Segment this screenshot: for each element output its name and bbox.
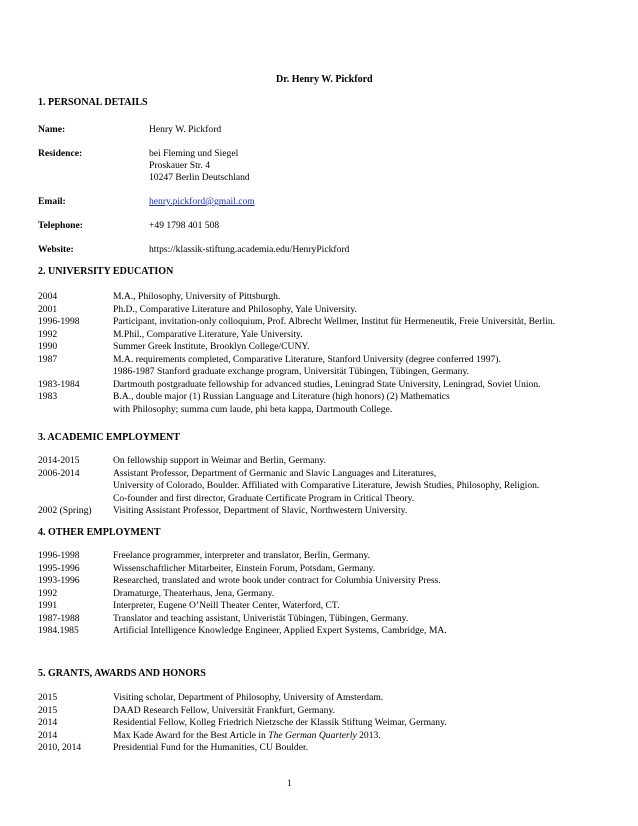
residence-label: Residence: bbox=[38, 148, 83, 159]
entry-year: 1990 bbox=[38, 341, 58, 352]
entry-text: Residential Fellow, Kolleg Friedrich Nietzsche der Klassik Stiftung Weimar, Germany. bbox=[113, 717, 447, 728]
residence-line: bei Fleming und Siegel bbox=[149, 148, 239, 159]
grant-entry bbox=[38, 730, 447, 743]
other-entry bbox=[38, 550, 447, 563]
entry-text: Translator and teaching assistant, Univeristät Tübingen, Tübingen, Germany. bbox=[113, 612, 409, 624]
telephone-label: Telephone: bbox=[38, 220, 83, 231]
academic-employment-heading: 3. ACADEMIC EMPLOYMENT bbox=[38, 432, 180, 443]
entry-year: 1993-1996 bbox=[38, 575, 80, 586]
email-link[interactable]: henry.pickford@gmail.com bbox=[149, 196, 255, 207]
grant-entry bbox=[38, 692, 447, 705]
entry-year: 1996-1998 bbox=[38, 316, 80, 327]
other-entry bbox=[38, 600, 447, 613]
entry-text: Dartmouth postgraduate fellowship for advanced studies, Leningrad State University, Leningrad, Soviet Union. bbox=[113, 378, 541, 390]
telephone-value: +49 1798 401 508 bbox=[149, 220, 220, 231]
other-entry bbox=[38, 588, 447, 601]
grant-entry bbox=[38, 742, 447, 755]
entry-year: 2002 (Spring) bbox=[38, 505, 92, 516]
academic-entry bbox=[38, 505, 539, 518]
entry-year: 2015 bbox=[38, 704, 58, 716]
residence-line: Proskauer Str. 4 bbox=[149, 160, 211, 171]
entry-text: Assistant Professor, Department of Germanic and Slavic Languages and Literatures, University of Colorado, Boulder. Affiliated with Comparative Literature, Jewish Studies, Philosophy, Religion. Co-founder and first director, Graduate Certificate Program in Critical Theory. bbox=[113, 467, 540, 504]
entry-text-part: Max Kade Award for the Best Article in bbox=[113, 729, 269, 741]
entry-text: B.A., double major (1) Russian Language and Literature (high honors) (2) Mathematics with Philosophy; summa cum laude, phi beta kappa, Dartmouth College. bbox=[113, 391, 450, 415]
grants-heading: 5. GRANTS, AWARDS AND HONORS bbox=[38, 668, 206, 679]
other-list bbox=[38, 550, 447, 638]
education-entry bbox=[38, 341, 555, 354]
entry-year: 1983-1984 bbox=[38, 378, 80, 390]
entry-year: 1995-1996 bbox=[38, 562, 80, 574]
entry-year: 1996-1998 bbox=[38, 550, 80, 561]
entry-text: Dramaturge, Theaterhaus, Jena, Germany. bbox=[113, 587, 275, 599]
education-entry bbox=[38, 291, 555, 304]
education-list bbox=[38, 291, 555, 416]
grants-list bbox=[38, 692, 447, 755]
entry-text: Ph.D., Comparative Literature and Philosophy, Yale University. bbox=[113, 303, 357, 315]
entry-year: 2014-2015 bbox=[38, 455, 80, 466]
entry-year: 1992 bbox=[38, 328, 58, 340]
residence-line: 10247 Berlin Deutschland bbox=[149, 172, 250, 183]
education-entry bbox=[38, 391, 555, 416]
entry-text: Summer Greek Institute, Brooklyn College/CUNY. bbox=[113, 341, 310, 352]
name-label: Name: bbox=[38, 124, 66, 135]
other-entry bbox=[38, 575, 447, 588]
entry-text: On fellowship support in Weimar and Berlin, Germany. bbox=[113, 455, 326, 466]
education-entry bbox=[38, 354, 555, 379]
journal-title: The German Quarterly bbox=[268, 729, 357, 741]
other-entry bbox=[38, 625, 447, 638]
entry-text bbox=[113, 730, 381, 743]
name-value: Henry W. Pickford bbox=[149, 124, 222, 135]
education-entry bbox=[38, 329, 555, 342]
entry-year: 1984.1985 bbox=[38, 625, 79, 636]
entry-text: Freelance programmer, interpreter and translator, Berlin, Germany. bbox=[113, 550, 370, 561]
entry-text-part: 2013. bbox=[356, 729, 381, 741]
document-title: Dr. Henry W. Pickford bbox=[276, 74, 373, 85]
entry-text: Interpreter, Eugene O’Neill Theater Center, Waterford, CT. bbox=[113, 600, 340, 611]
entry-text: Visiting scholar, Department of Philosophy, University of Amsterdam. bbox=[113, 692, 384, 703]
entry-year: 1992 bbox=[38, 587, 58, 599]
education-entry bbox=[38, 316, 555, 329]
entry-text: M.A., Philosophy, University of Pittsburgh. bbox=[113, 291, 281, 302]
entry-year: 2001 bbox=[38, 303, 58, 315]
entry-text: Participant, invitation-only colloquium, Prof. Albrecht Wellmer, Institut für Hermeneutik, Freie Universität, Berlin. bbox=[113, 316, 556, 327]
education-entry bbox=[38, 379, 555, 392]
entry-year: 1991 bbox=[38, 600, 58, 611]
page-number: 1 bbox=[287, 778, 292, 789]
other-entry bbox=[38, 613, 447, 626]
entry-text: Researched, translated and wrote book under contract for Columbia University Press. bbox=[113, 575, 441, 586]
other-employment-heading: 4. OTHER EMPLOYMENT bbox=[38, 527, 161, 538]
entry-year: 2010, 2014 bbox=[38, 742, 82, 753]
website-label: Website: bbox=[38, 244, 74, 255]
entry-text: DAAD Research Fellow, Universität Frankfurt, Germany. bbox=[113, 704, 336, 716]
entry-text: M.A. requirements completed, Comparative Literature, Stanford University (degree conferred 1997). 1986-1987 Stanford graduate exchange program, Universität Tübingen, Tübingen, Germany. bbox=[113, 353, 501, 377]
academic-list bbox=[38, 455, 539, 518]
grant-entry bbox=[38, 705, 447, 718]
entry-text: Wissenschaftlicher Mitarbeiter, Einstein Forum, Potsdam, Germany. bbox=[113, 562, 376, 574]
other-entry bbox=[38, 563, 447, 576]
personal-details-heading: 1. PERSONAL DETAILS bbox=[38, 97, 148, 108]
entry-year: 2004 bbox=[38, 291, 58, 302]
website-value: https://klassik-stiftung.academia.edu/HenryPickford bbox=[149, 244, 350, 255]
entry-year: 1987 bbox=[38, 353, 58, 365]
academic-entry bbox=[38, 455, 539, 468]
education-heading: 2. UNIVERSITY EDUCATION bbox=[38, 266, 174, 277]
entry-text: Presidential Fund for the Humanities, CU Boulder. bbox=[113, 742, 309, 753]
entry-text: Artificial Intelligence Knowledge Engineer, Applied Expert Systems, Cambridge, MA. bbox=[113, 625, 447, 636]
grant-entry bbox=[38, 717, 447, 730]
academic-entry bbox=[38, 468, 539, 506]
entry-year: 1987-1988 bbox=[38, 612, 80, 624]
entry-text: M.Phil., Comparative Literature, Yale University. bbox=[113, 328, 303, 340]
entry-year: 2006-2014 bbox=[38, 467, 80, 479]
entry-year: 1983 bbox=[38, 391, 58, 402]
entry-year: 2015 bbox=[38, 692, 58, 703]
education-entry bbox=[38, 304, 555, 317]
entry-text: Visiting Assistant Professor, Department of Slavic, Northwestern University. bbox=[113, 505, 408, 516]
entry-year: 2014 bbox=[38, 717, 58, 728]
entry-year: 2014 bbox=[38, 729, 58, 741]
email-label: Email: bbox=[38, 196, 66, 207]
